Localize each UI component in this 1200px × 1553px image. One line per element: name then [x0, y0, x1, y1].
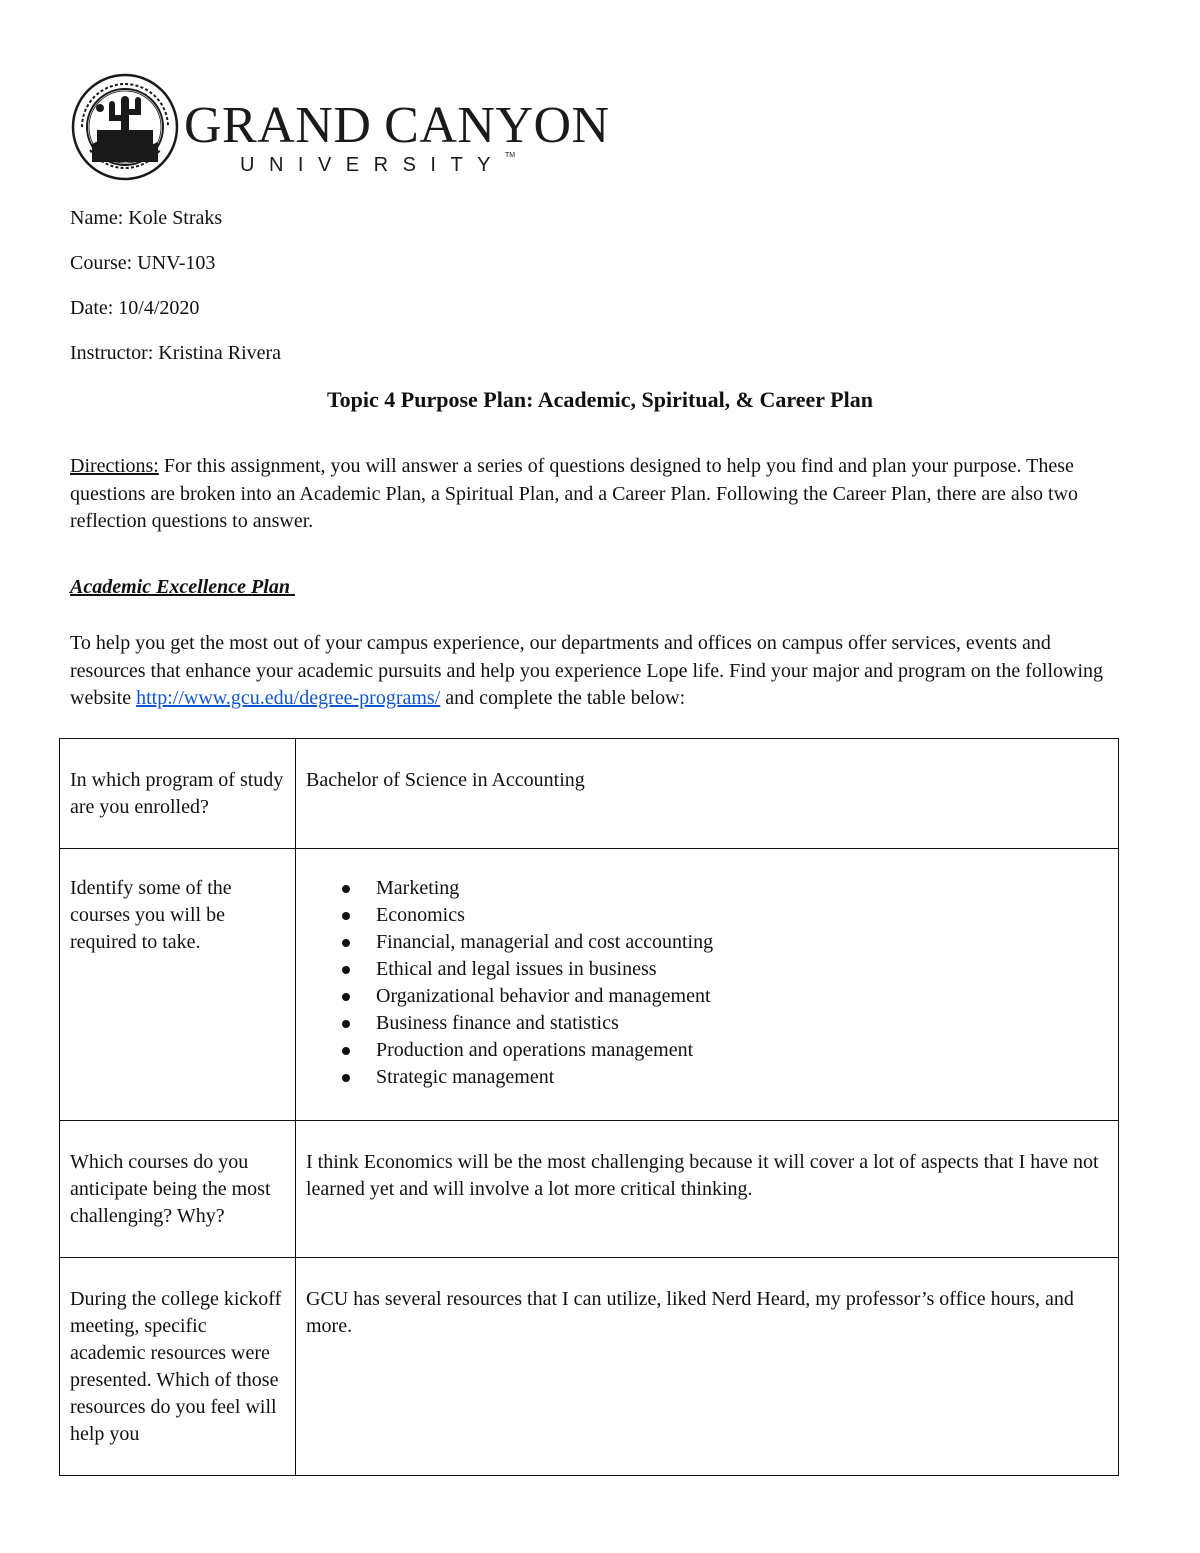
bullet-icon — [342, 966, 350, 974]
question-cell: Which courses do you anticipate being the most challenging? Why? — [60, 1121, 296, 1258]
course-name: Ethical and legal issues in business — [376, 958, 657, 980]
course-name: Marketing — [376, 877, 460, 899]
bullet-icon — [342, 1074, 350, 1082]
list-item — [330, 1037, 1108, 1064]
answer-cell: Bachelor of Science in Accounting — [296, 739, 1119, 849]
bullet-icon — [342, 1020, 350, 1028]
directions-paragraph — [70, 453, 1120, 536]
logo-wordmark — [184, 97, 610, 154]
bullet-icon — [342, 912, 350, 920]
question-cell: During the college kickoff meeting, specific academic resources were presented. Which of those resources do you feel will help you — [60, 1258, 296, 1476]
bullet-icon — [342, 1047, 350, 1055]
logo-word-grand: GRAND — [184, 97, 372, 154]
answer-cell — [296, 849, 1119, 1121]
table-row — [60, 1258, 1119, 1476]
date-line: Date: 10/4/2020 — [70, 297, 200, 319]
intro-text-after: and complete the table below: — [440, 687, 686, 709]
logo-subtitle-text: UNIVERSITY — [240, 154, 506, 176]
list-item — [330, 983, 1108, 1010]
instructor-line: Instructor: Kristina Rivera — [70, 342, 282, 364]
list-item — [330, 902, 1108, 929]
question-cell: Identify some of the courses you will be required to take. — [60, 849, 296, 1121]
table-row — [60, 849, 1119, 1121]
document-title: Topic 4 Purpose Plan: Academic, Spiritual, & Career Plan — [327, 387, 873, 412]
intro-paragraph — [70, 630, 1120, 713]
intro-text-before: To help you get the most out of your campus experience, our departments and offices on campus offer services, events and resources that enhance your academic pursuits and help you experience Lope life. Find your major and program on the following website — [70, 632, 1103, 709]
list-item — [330, 1010, 1108, 1037]
bullet-icon — [342, 993, 350, 1001]
answer-cell: I think Economics will be the most challenging because it will cover a lot of aspects that I have not learned yet and will involve a lot more critical thinking. — [296, 1121, 1119, 1258]
course-name: Strategic management — [376, 1066, 555, 1088]
course-name: Organizational behavior and management — [376, 985, 711, 1007]
course-name: Financial, managerial and cost accounting — [376, 931, 714, 953]
course-name: Production and operations management — [376, 1039, 694, 1061]
course-name: Economics — [376, 904, 465, 926]
course-name: Business finance and statistics — [376, 1012, 619, 1034]
list-item — [330, 956, 1108, 983]
academic-plan-table — [59, 738, 1119, 1476]
bullet-icon — [342, 885, 350, 893]
student-name: Name: Kole Straks — [70, 207, 223, 229]
question-cell: In which program of study are you enrolled? — [60, 739, 296, 849]
list-item — [330, 875, 1108, 902]
logo-word-canyon: CANYON — [384, 97, 610, 154]
section-heading-academic: Academic Excellence Plan — [70, 576, 295, 598]
directions-text: For this assignment, you will answer a series of questions designed to help you find and plan your purpose. These questions are broken into an Academic Plan, a Spiritual Plan, and a Career Plan. Following the Career Plan, there are also two reflection questions to answer. — [70, 455, 1079, 532]
list-item — [330, 929, 1108, 956]
course-list — [306, 875, 1108, 1091]
degree-programs-link[interactable]: http://www.gcu.edu/degree-programs/ — [136, 687, 441, 709]
bullet-icon — [342, 939, 350, 947]
university-logo — [70, 72, 610, 182]
answer-cell: GCU has several resources that I can utilize, liked Nerd Heard, my professor’s office hours, and more. — [296, 1258, 1119, 1476]
list-item — [330, 1064, 1108, 1091]
table-row — [60, 1121, 1119, 1258]
directions-label: Directions: — [70, 455, 159, 477]
course-line: Course: UNV-103 — [70, 252, 216, 274]
logo-subtitle — [240, 154, 515, 177]
university-seal-icon — [70, 72, 180, 182]
trademark-mark: TM — [505, 152, 516, 159]
table-row — [60, 739, 1119, 849]
